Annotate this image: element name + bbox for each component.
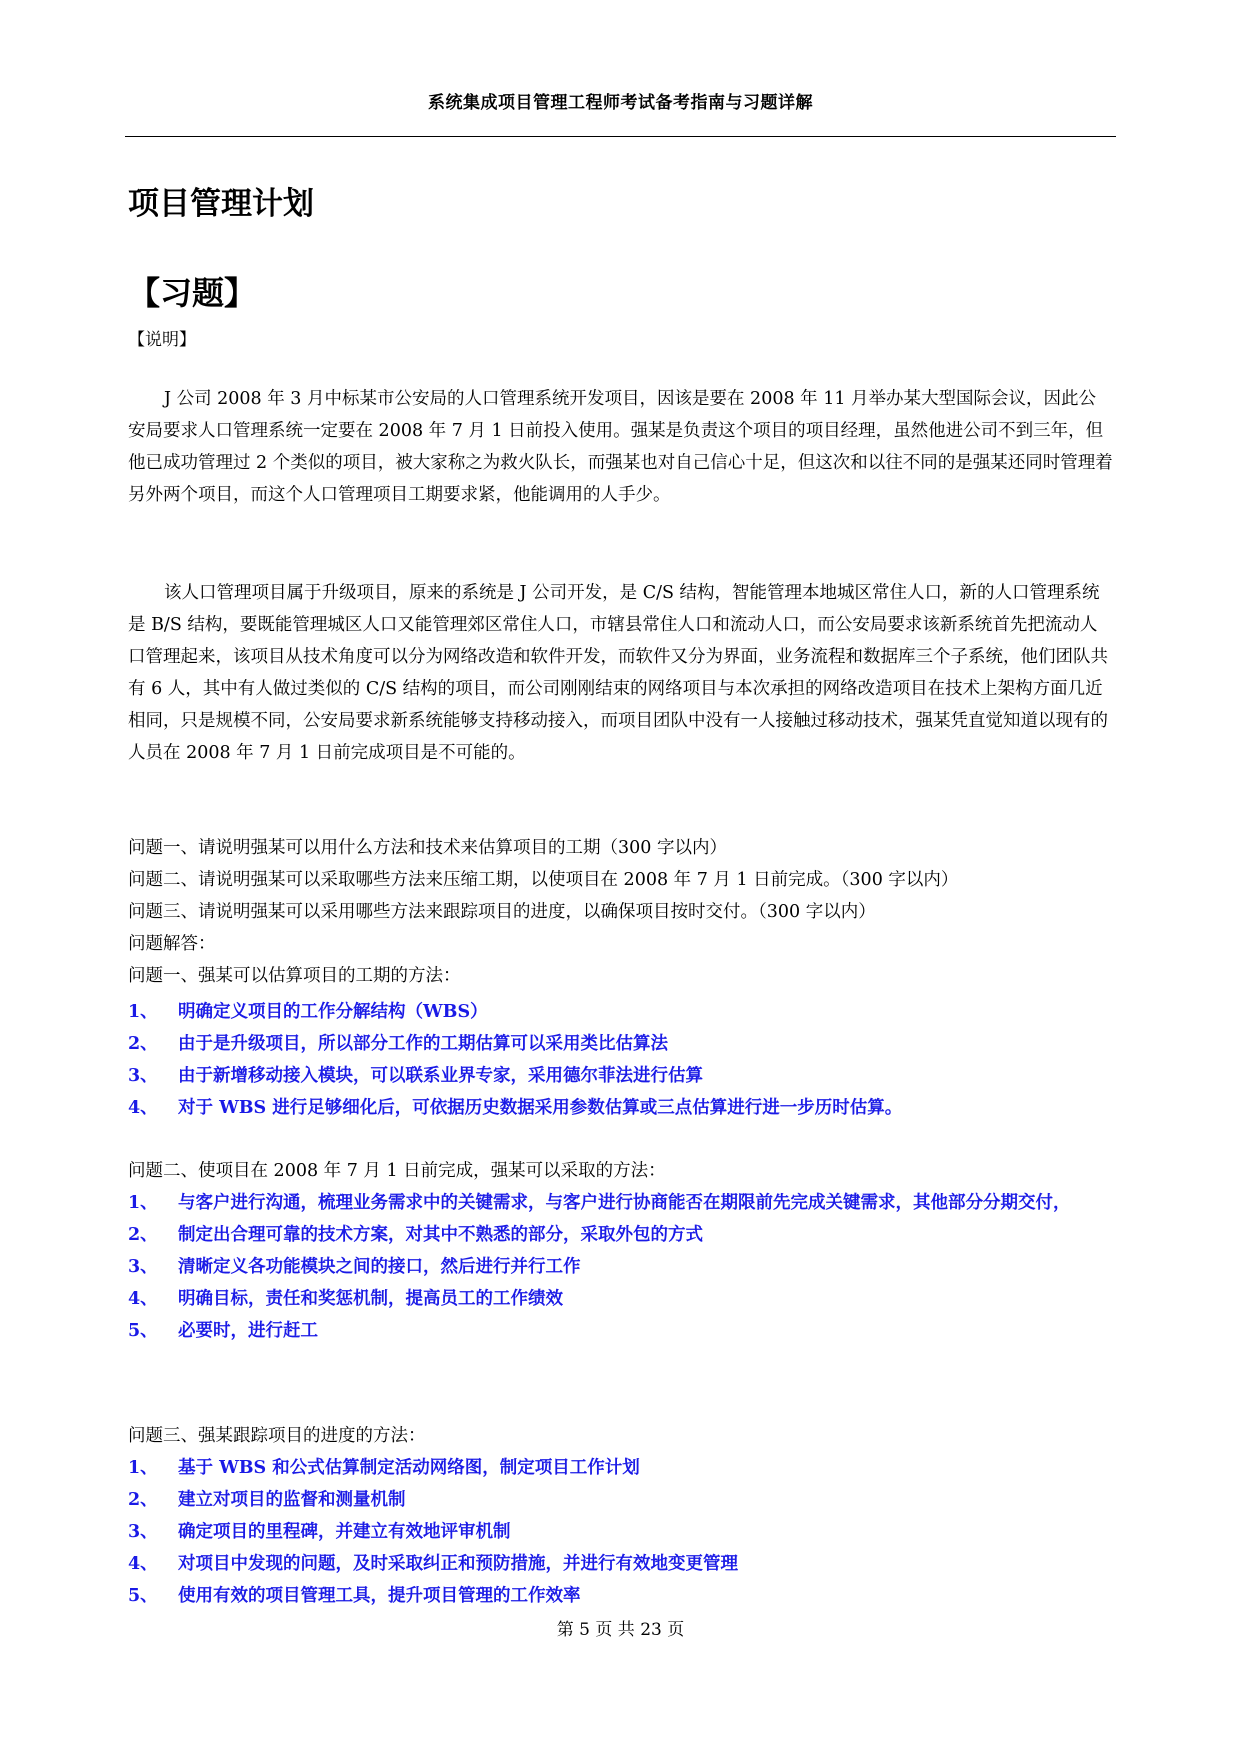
question-3: 问题三、请说明强某可以采用哪些方法来跟踪项目的进度，以确保项目按时交付。（300 字以内） bbox=[128, 902, 876, 922]
answer-1-heading: 问题一、强某可以估算项目的工期的方法： bbox=[128, 966, 461, 986]
list-item: 2、 制定出合理可靠的技术方案，对其中不熟悉的部分，采取外包的方式 bbox=[128, 1225, 703, 1245]
answers-label: 问题解答： bbox=[128, 934, 216, 954]
list-item: 5、 使用有效的项目管理工具，提升项目管理的工作效率 bbox=[128, 1586, 581, 1606]
list-item: 1、 基于 WBS 和公式估算制定活动网络图，制定项目工作计划 bbox=[128, 1458, 640, 1478]
list-item: 3、 由于新增移动接入模块，可以联系业界专家，采用德尔菲法进行估算 bbox=[128, 1066, 703, 1086]
running-header: 系统集成项目管理工程师考试备考指南与习题详解 bbox=[428, 93, 813, 113]
page-number-footer: 第 5 页 共 23 页 bbox=[556, 1620, 685, 1640]
list-item: 4、 对于 WBS 进行足够细化后，可依据历史数据采用参数估算或三点估算进行进一步历时估算。 bbox=[128, 1098, 903, 1118]
list-item: 2、 由于是升级项目，所以部分工作的工期估算可以采用类比估算法 bbox=[128, 1034, 668, 1054]
answer-3-list bbox=[128, 1420, 1118, 1612]
question-list bbox=[128, 832, 1118, 992]
section-title: 项目管理计划 bbox=[128, 186, 314, 222]
list-item: 2、 建立对项目的监督和测量机制 bbox=[128, 1490, 406, 1510]
list-item: 4、 对项目中发现的问题，及时采取纠正和预防措施，并进行有效地变更管理 bbox=[128, 1554, 738, 1574]
case-paragraph-1: J 公司 2008 年 3 月中标某市公安局的人口管理系统开发项目，因该是要在 2008 年 11 月举办某大型国际会议，因此公安局要求人口管理系统一定要在 2008 年 7 月 1 日前投入使用。强某是负责这个项目的项目经理，虽然他进公司不到三年，但他已成功管理过 2 个类似的项目，被大家称之为救火队长，而强某也对自己信心十足，但这次和以往不同的是强某还同时管理着另外两个项目，而这个人口管理项目工期要求紧，他能调用的人手少。 bbox=[128, 389, 1113, 505]
list-item: 1、 与客户进行沟通，梳理业务需求中的关键需求，与客户进行协商能否在期限前先完成关键需求，其他部分分期交付， bbox=[128, 1193, 1071, 1213]
answer-3-heading: 问题三、强某跟踪项目的进度的方法： bbox=[128, 1426, 426, 1446]
case-paragraph-2: 该人口管理项目属于升级项目，原来的系统是 J 公司开发，是 C/S 结构，智能管理本地城区常住人口，新的人口管理系统是 B/S 结构，要既能管理城区人口又能管理郊区常住人口，市辖县常住人口和流动人口，而公安局要求该新系统首先把流动人口管理起来，该项目从技术角度可以分为网络改造和软件开发，而软件又分为界面，业务流程和数据库三个子系统，他们团队共有 6 人，其中有人做过类似的 C/S 结构的项目，而公司刚刚结束的网络项目与本次承担的网络改造项目在技术上架构方面几近相同，只是规模不同，公安局要求新系统能够支持移动接入，而项目团队中没有一人接触过移动技术，强某凭直觉知道以现有的人员在 2008 年 7 月 1 日前完成项目是不可能的。 bbox=[128, 583, 1108, 763]
exercise-title: 【习题】 bbox=[128, 274, 257, 312]
answer-2-list bbox=[128, 1155, 1118, 1347]
question-1: 问题一、请说明强某可以用什么方法和技术来估算项目的工期（300 字以内） bbox=[128, 838, 727, 858]
list-item: 3、 确定项目的里程碑，并建立有效地评审机制 bbox=[128, 1522, 511, 1542]
header-rule bbox=[125, 136, 1116, 137]
list-item: 3、 清晰定义各功能模块之间的接口，然后进行并行工作 bbox=[128, 1257, 581, 1277]
question-2: 问题二、请说明强某可以采取哪些方法来压缩工期，以使项目在 2008 年 7 月 1 日前完成。（300 字以内） bbox=[128, 870, 959, 890]
answer-1-list bbox=[128, 996, 1118, 1124]
list-item: 4、 明确目标，责任和奖惩机制，提高员工的工作绩效 bbox=[128, 1289, 563, 1309]
list-item: 1、 明确定义项目的工作分解结构（WBS） bbox=[128, 1002, 488, 1022]
answer-2-heading: 问题二、使项目在 2008 年 7 月 1 日前完成，强某可以采取的方法： bbox=[128, 1161, 666, 1181]
note-label: 【说明】 bbox=[128, 330, 196, 350]
list-item: 5、 必要时，进行赶工 bbox=[128, 1321, 318, 1341]
